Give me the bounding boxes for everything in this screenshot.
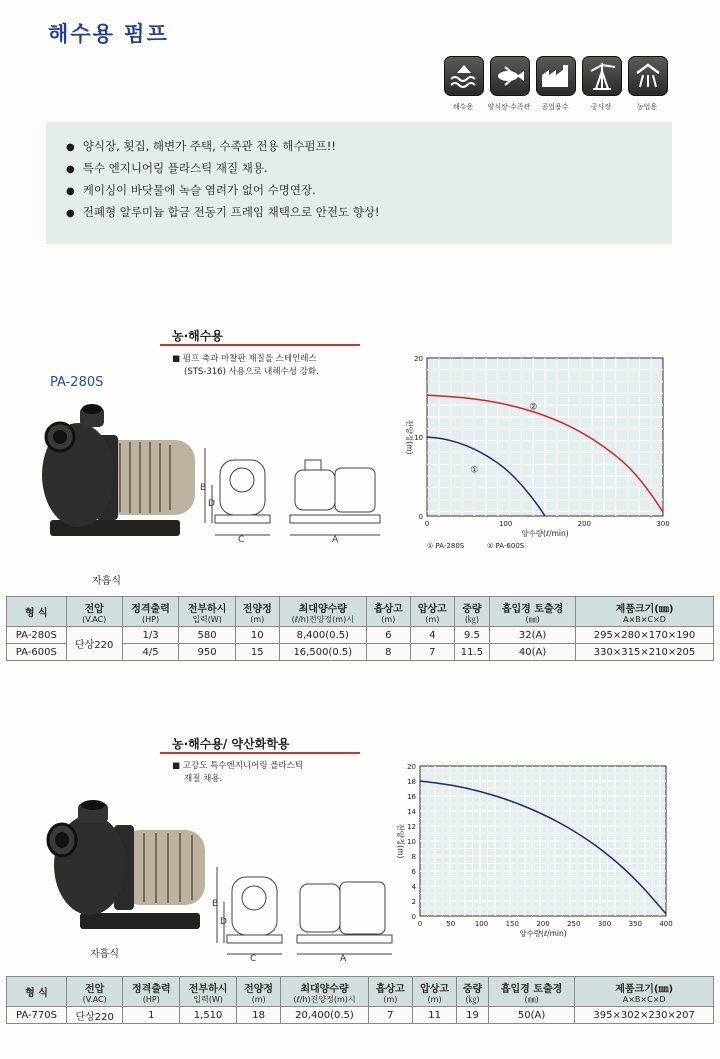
- header-size: [576, 597, 714, 627]
- x-axis-label: 양수량(ℓ/min): [521, 529, 569, 538]
- x-tick-label: 300: [597, 920, 612, 928]
- header-head: [235, 597, 279, 627]
- header-unit: A×B×C×D: [622, 994, 666, 1004]
- cell-input: 950: [179, 644, 235, 661]
- header-head: [237, 977, 281, 1007]
- feature-item: ● 전폐형 알루미늄 합금 전동기 프레임 채택으로 안전도 향상!: [66, 202, 672, 224]
- header-unit: (V.AC): [82, 994, 107, 1004]
- header-text: 전양정: [244, 983, 274, 995]
- header-text: 흡상고: [375, 983, 405, 995]
- y-tick-label: 0: [418, 513, 423, 521]
- header-text: 전압: [85, 983, 105, 995]
- cell-flow: 8,400(0.5): [279, 627, 366, 644]
- pump-photo: [30, 395, 200, 565]
- header-unit: (ℓ/h)전양정(m)시: [293, 994, 356, 1004]
- header-flow: [279, 597, 366, 627]
- cell-port: 32(A): [490, 627, 576, 644]
- model-name: PA-280S: [50, 375, 104, 390]
- cell-head: 18: [237, 1007, 281, 1024]
- cell-suction: 8: [366, 644, 410, 661]
- x-tick-label: 200: [536, 920, 550, 928]
- cell-suction: 6: [366, 627, 410, 644]
- section2-underline: [160, 752, 360, 754]
- dim-label-d: D: [208, 499, 215, 509]
- table-row: [7, 1007, 714, 1024]
- y-tick-label: 20: [414, 355, 423, 363]
- dim-label-c: C: [250, 954, 257, 962]
- header-unit: (m): [425, 614, 440, 624]
- cell-head: 10: [235, 627, 279, 644]
- feature-item: ● 특수 엔지니어링 플라스틱 재질 채용.: [66, 158, 672, 180]
- header-unit: (V.AC): [82, 614, 107, 624]
- y-axis-label: 전양정(m): [405, 419, 414, 455]
- header-text: 제품크기(㎜): [615, 983, 674, 995]
- cell-push: 7: [410, 644, 454, 661]
- header-suction: [368, 977, 412, 1007]
- icon-label-sea: 해수용: [452, 103, 474, 111]
- cell-model: PA-600S: [7, 644, 67, 661]
- section2-note: [172, 760, 303, 786]
- x-tick-label: 0: [417, 920, 423, 928]
- factory-icon: [536, 56, 576, 96]
- cell-push: 4: [410, 627, 454, 644]
- feature-item: ● 케이싱이 바닷물에 녹슬 염려가 없어 수명연장.: [66, 180, 672, 202]
- y-tick-label: 18: [407, 778, 416, 786]
- x-tick-label: 300: [656, 520, 670, 528]
- cell-weight: 19: [457, 1007, 489, 1024]
- header-unit: (m): [251, 994, 266, 1004]
- header-text: 전압: [84, 603, 104, 615]
- header-suction: [366, 597, 410, 627]
- header-weight: [457, 977, 489, 1007]
- cell-flow: 20,400(0.5): [281, 1007, 369, 1024]
- header-voltage: [66, 597, 122, 627]
- table-row: [7, 627, 714, 644]
- header-unit: (m): [427, 994, 442, 1004]
- header-input: [179, 597, 235, 627]
- header-unit: (m): [250, 614, 265, 624]
- cell-input: 580: [179, 627, 235, 644]
- cell-flow: 16,500(0.5): [279, 644, 366, 661]
- header-text: 제품크기(㎜): [615, 603, 674, 615]
- agriculture-icon: [628, 56, 668, 96]
- cell-port: 40(A): [490, 644, 576, 661]
- cell-voltage: 단상220: [66, 627, 122, 661]
- icon-label-fish-farm: 양식장·수족관: [487, 103, 531, 111]
- y-tick-label: 0: [411, 913, 416, 921]
- note-line: ■ 고강도 특수엔지니어링 플라스틱: [172, 761, 304, 771]
- dimension-drawing: [200, 440, 385, 545]
- cell-port: 50(A): [488, 1007, 574, 1024]
- header-unit: (㎜): [524, 994, 539, 1004]
- x-tick-label: 200: [577, 520, 592, 528]
- x-tick-label: 100: [474, 920, 489, 928]
- cell-model: PA-280S: [7, 627, 67, 644]
- sea-water-icon: [444, 56, 484, 96]
- feature-item: ● 양식장, 횟집, 해변가 주택, 수족관 전용 해수펌프!!: [66, 136, 672, 158]
- cell-model: PA-770S: [7, 1007, 67, 1024]
- header-text: 중량: [462, 603, 482, 615]
- cell-suction: 7: [368, 1007, 412, 1024]
- legend-entry-2: ② PA-600S: [487, 542, 525, 550]
- header-text: 전부하시: [188, 983, 228, 995]
- cell-input: 1,510: [180, 1007, 237, 1024]
- header-unit: 입력(W): [192, 614, 222, 624]
- cell-push: 11: [412, 1007, 456, 1024]
- header-text: 토출경: [534, 603, 564, 615]
- cell-head: 15: [235, 644, 279, 661]
- icon-label-construction: 공사장: [590, 103, 612, 111]
- y-tick-label: 14: [407, 808, 416, 816]
- header-push: [412, 977, 456, 1007]
- cell-output: 4/5: [122, 644, 178, 661]
- y-axis-label: 전양정(m): [396, 823, 405, 859]
- header-text: 최대양수량: [298, 603, 347, 615]
- header-model: 형 식: [7, 597, 67, 627]
- cell-size: 330×315×210×205: [576, 644, 714, 661]
- features-box: [46, 122, 672, 244]
- x-tick-label: 350: [628, 920, 642, 928]
- y-tick-label: 4: [411, 883, 416, 891]
- header-text: 토출경: [533, 983, 563, 995]
- header-model: 형 식: [7, 977, 67, 1007]
- header-text: 흡상고: [373, 603, 403, 615]
- pump-caption: 자흡식: [92, 576, 121, 587]
- y-tick-label: 16: [407, 793, 416, 801]
- y-tick-label: 6: [411, 868, 416, 876]
- y-tick-label: 12: [407, 823, 416, 831]
- header-unit: (㎜): [525, 614, 540, 624]
- header-unit: (㎏): [464, 614, 480, 624]
- construction-icon: [582, 56, 622, 96]
- series-marker-1: ①: [470, 465, 479, 476]
- dim-label-a: A: [332, 535, 339, 545]
- series-marker-2: ②: [529, 402, 538, 413]
- header-text: 최대양수량: [300, 983, 349, 995]
- icon-label-factory: 공업용수: [541, 103, 569, 111]
- header-port: [488, 977, 574, 1007]
- x-axis-label: 양수량(ℓ/min): [519, 929, 567, 938]
- spec-table-2: [6, 976, 714, 1024]
- header-text: 압상고: [420, 983, 450, 995]
- fish-farm-icon: [490, 56, 530, 96]
- cell-weight: 11.5: [454, 644, 489, 661]
- usage-icons: [444, 56, 666, 122]
- dim-label-d: D: [220, 917, 227, 927]
- pump-caption: 자흡식: [90, 949, 119, 960]
- header-unit: (HP): [142, 614, 160, 624]
- note-line: ■ 펌프 축과 마찰판 재질을 스테인레스: [172, 354, 317, 364]
- note-line: 재질 채용.: [184, 774, 223, 784]
- header-text: 전부하시: [187, 603, 227, 615]
- spec-table-1: [6, 596, 714, 661]
- y-tick-label: 8: [411, 853, 416, 861]
- legend-entry-1: ① PA-280S: [427, 542, 465, 550]
- header-text: 흡입경: [500, 983, 530, 995]
- x-tick-label: 100: [498, 520, 513, 528]
- header-unit: A×B×C×D: [623, 614, 666, 624]
- header-text: 정격출력: [132, 983, 171, 995]
- header-unit: (ℓ/h)전양정(m)시: [291, 614, 354, 624]
- header-output: [123, 977, 180, 1007]
- performance-chart-2: [380, 758, 690, 948]
- section1-note: [172, 353, 319, 379]
- header-unit: (m): [381, 614, 396, 624]
- page-title: 해수용 펌프: [48, 22, 169, 46]
- y-tick-label: 2: [411, 898, 416, 906]
- icon-label-agriculture: 농업용: [636, 103, 658, 111]
- section2-title: 농·해수용/ 약산화학용: [172, 737, 290, 751]
- header-unit: 입력(W): [193, 994, 223, 1004]
- header-text: 정격출력: [131, 603, 170, 615]
- section1-underline: [160, 344, 360, 346]
- header-unit: (㎏): [465, 994, 480, 1004]
- note-line: (STS-316) 사용으로 내해수성 강화.: [184, 367, 319, 377]
- dimension-drawing: [212, 862, 397, 962]
- header-text: 전양정: [242, 603, 272, 615]
- x-tick-label: 150: [505, 920, 519, 928]
- header-output: [122, 597, 178, 627]
- pump-photo: [40, 795, 210, 955]
- x-tick-label: 400: [659, 920, 673, 928]
- header-unit: (HP): [142, 994, 160, 1004]
- dim-label-c: C: [238, 535, 245, 545]
- dim-label-b: B: [212, 899, 219, 909]
- x-tick-label: 250: [567, 920, 581, 928]
- x-tick-label: 0: [424, 520, 430, 528]
- header-text: 중량: [462, 983, 483, 995]
- cell-size: 295×280×170×190: [576, 627, 714, 644]
- cell-size: 395×302×230×207: [575, 1007, 714, 1024]
- dim-label-a: A: [340, 954, 347, 962]
- cell-output: 1/3: [122, 627, 178, 644]
- dim-label-b: B: [200, 483, 207, 493]
- y-tick-label: 20: [407, 763, 416, 771]
- header-flow: [281, 977, 369, 1007]
- y-tick-label: 10: [414, 434, 423, 442]
- header-size: [575, 977, 714, 1007]
- header-port: [490, 597, 576, 627]
- x-tick-label: 50: [446, 920, 456, 928]
- y-tick-label: 10: [407, 838, 416, 846]
- header-input: [180, 977, 237, 1007]
- cell-weight: 9.5: [454, 627, 489, 644]
- header-text: 흡입경: [501, 603, 531, 615]
- performance-chart-1: [395, 350, 685, 560]
- header-text: 압상고: [417, 603, 447, 615]
- header-voltage: [66, 977, 123, 1007]
- header-unit: (m): [383, 994, 398, 1004]
- section1-title: 농·해수용: [172, 329, 223, 343]
- cell-voltage: 단상220: [66, 1007, 123, 1024]
- header-weight: [454, 597, 489, 627]
- cell-output: 1: [123, 1007, 180, 1024]
- header-push: [410, 597, 454, 627]
